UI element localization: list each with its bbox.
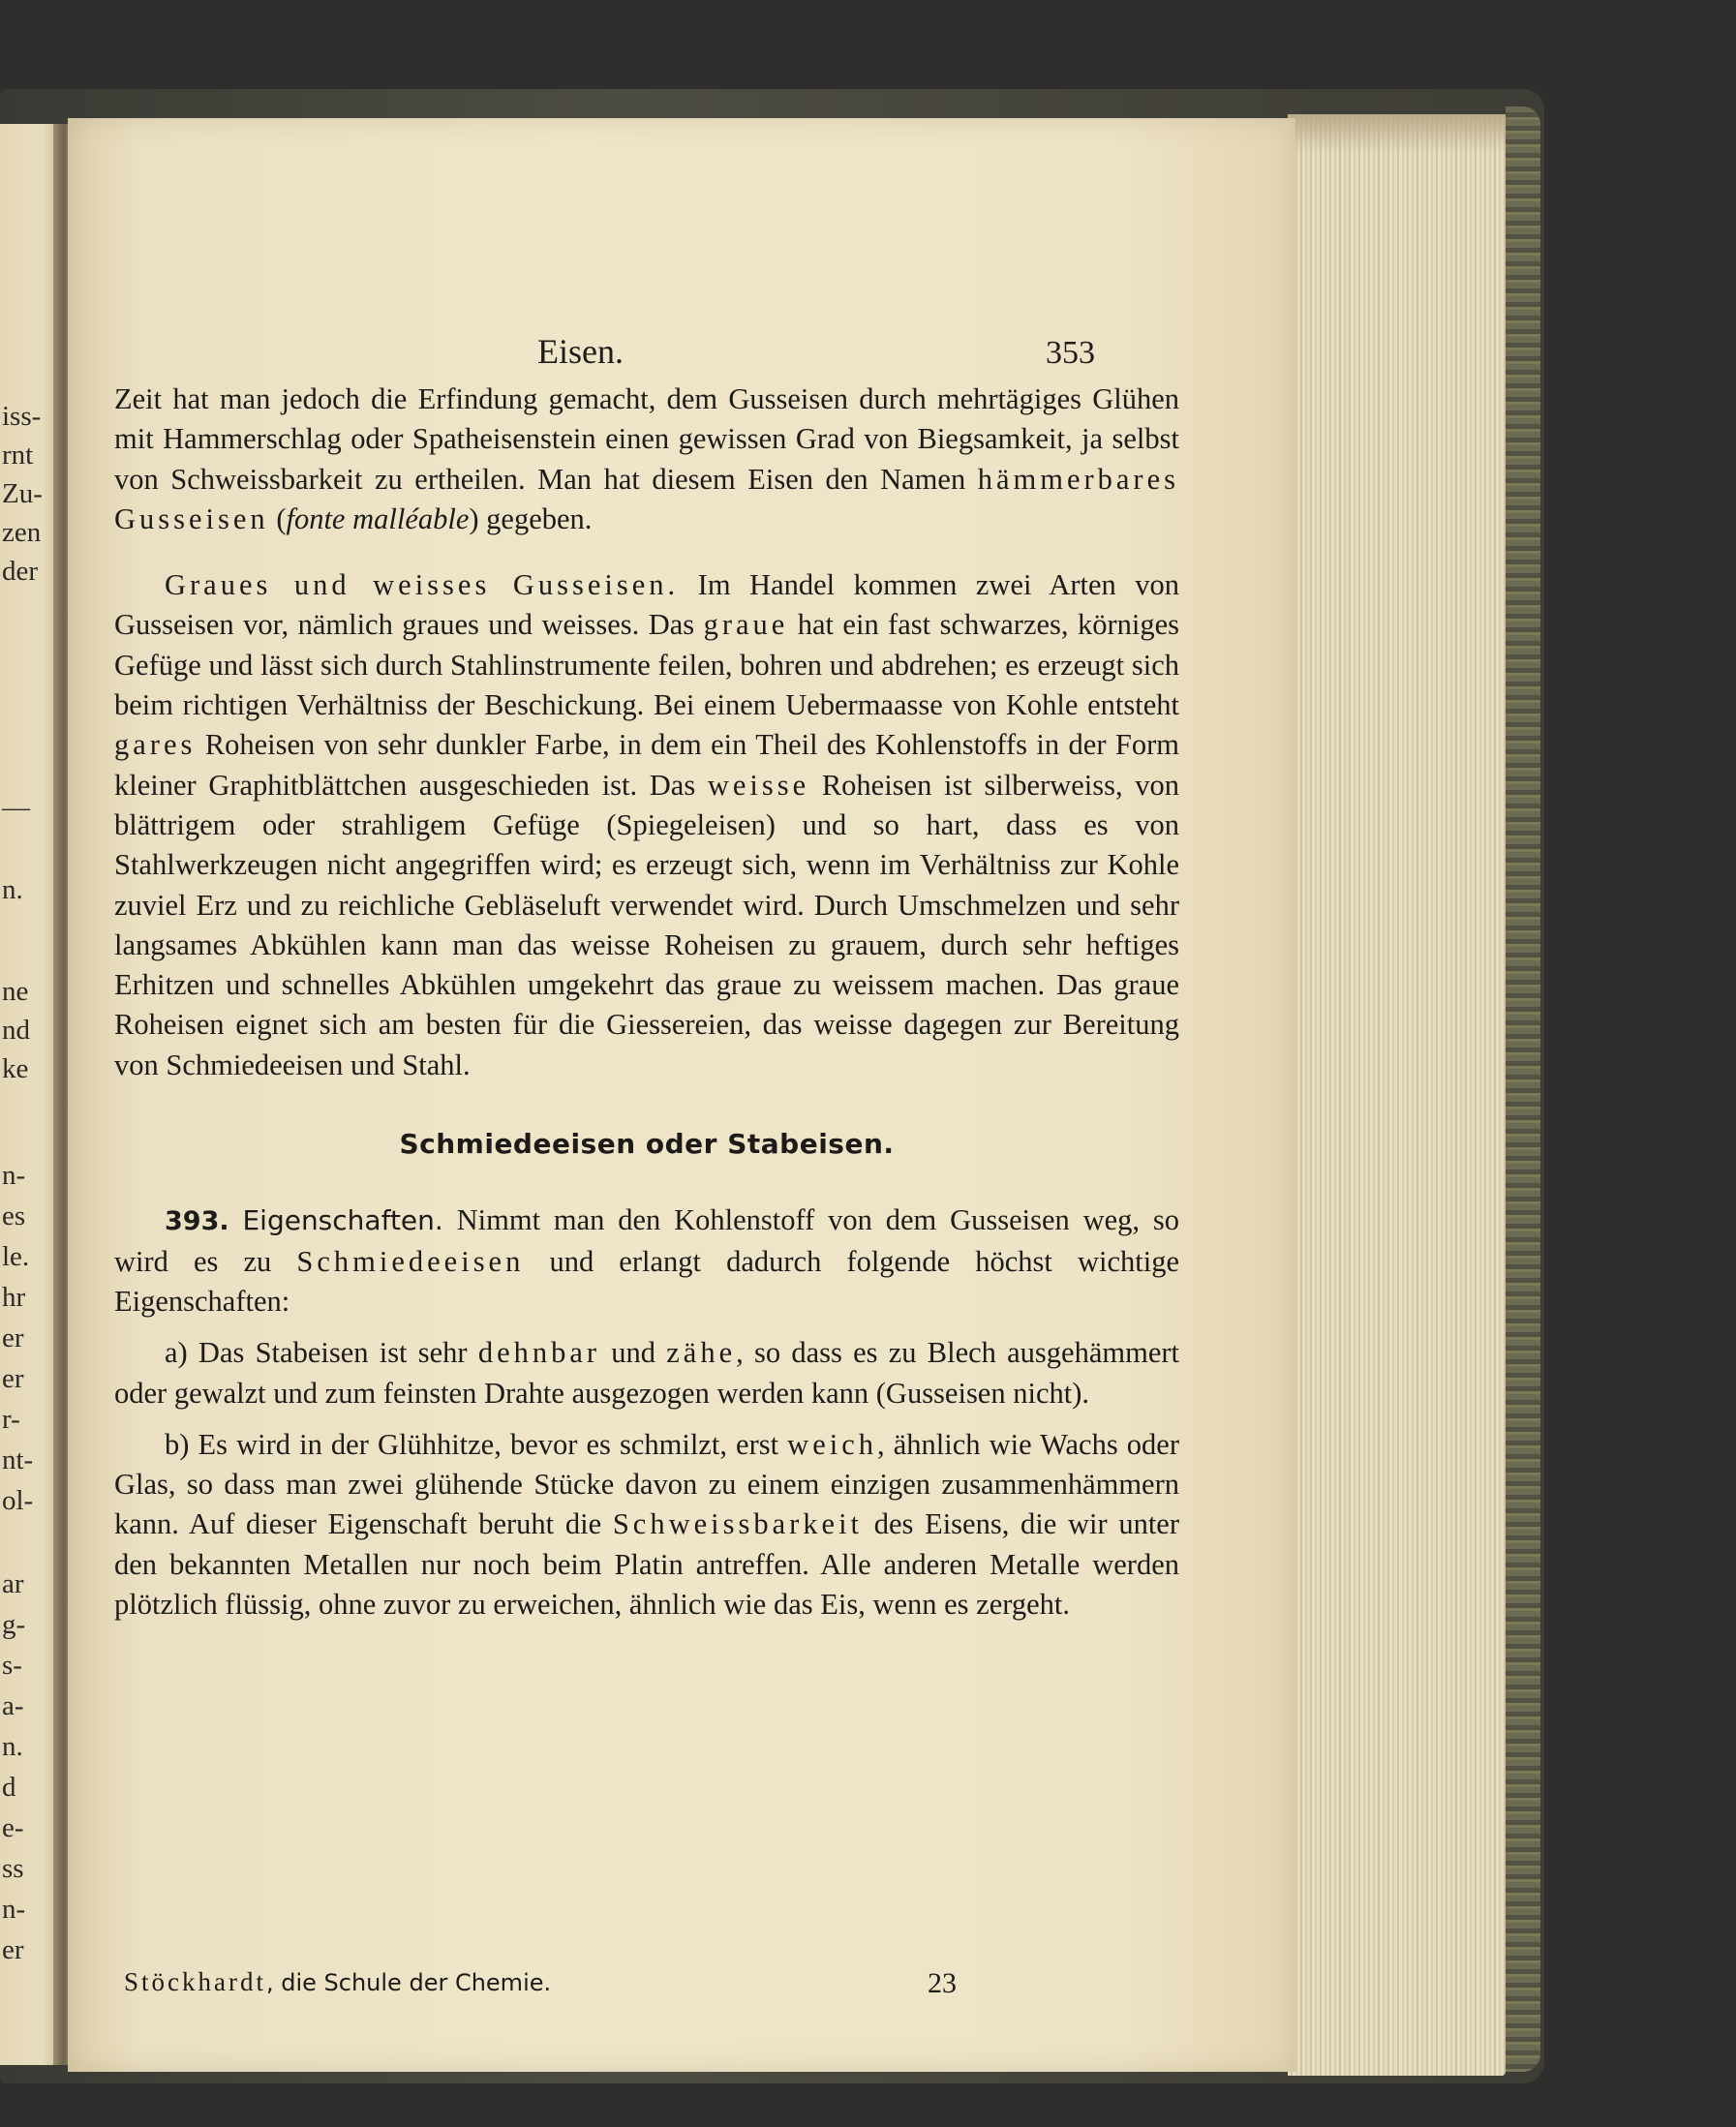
left-fragment: r- xyxy=(2,1404,20,1435)
page-block-edges xyxy=(1288,114,1506,2076)
left-fragment: hr xyxy=(2,1282,26,1313)
book-page xyxy=(68,118,1295,2072)
left-fragment: nt- xyxy=(2,1444,34,1475)
left-fragment: n- xyxy=(2,1160,26,1191)
left-fragment: ne xyxy=(2,976,29,1007)
spaced-heading: Graues und weisses Gusseisen. xyxy=(165,568,680,602)
left-fragment: s- xyxy=(2,1650,22,1681)
left-fragment: er xyxy=(2,1363,24,1394)
left-fragment: ss xyxy=(2,1853,24,1884)
left-fragment: le. xyxy=(2,1241,30,1272)
footer-book-title: , die Schule der Chemie. xyxy=(265,1969,552,1996)
left-fragment: d xyxy=(2,1772,16,1803)
left-facing-page xyxy=(0,124,60,2065)
left-fragment: er xyxy=(2,1934,24,1965)
left-fragment: er xyxy=(2,1322,24,1353)
left-fragment: n. xyxy=(2,1731,23,1762)
left-fragment: g- xyxy=(2,1609,26,1640)
left-fragment: iss- xyxy=(2,401,42,432)
page-title: Eisen. xyxy=(537,332,624,371)
left-fragment: ke xyxy=(2,1053,29,1084)
left-fragment: der xyxy=(2,556,39,587)
left-fragment: Zu- xyxy=(2,478,43,509)
paragraph-2: Graues und weisses Gusseisen. Im Handel kommen zwei Arten von Gusseisen vor, nämlich graues und weisses. Das graue hat ein fast schwarzes, körniges Gefüge und lässt sich durch Stahlinstrumente feilen, bohren und abdrehen; es erzeugt sich beim richtigen Verhältniss der Beschickung. Bei einem Uebermaasse von Kohle entsteht gares Roheisen von sehr dunkler Farbe, in dem ein Theil des Kohlenstoffs in der Form kleiner Graphitblättchen ausgeschieden ist. Das weisse Roheisen ist silberweiss, von blättrigem oder strahligem Gefüge (Spiegeleisen) und so hart, dass es von Stahlwerkzeugen nicht angegriffen wird; es erzeugt sich, wenn im Verhältniss zur Kohle zuviel Erz und zu reichliche Gebläseluft verwendet wird. Durch Umschmelzen und sehr langsames Abkühlen kann man das weisse Roheisen zu grauem, durch sehr heftiges Erhitzen und schnelles Abkühlen umgekehrt das graue zu weissem machen. Das graue Roheisen eignet sich am besten für die Giessereien, das weisse dagegen zur Bereitung von Schmiedeeisen und Stahl. xyxy=(114,568,1179,1081)
signature-mark: 23 xyxy=(928,1967,957,1999)
paragraph-1: Zeit hat man jedoch die Erfindung gemacht, dem Gusseisen durch mehrtägiges Glühen mit Hammerschlag oder Spatheisenstein einen gewissen Grad von Biegsamkeit, ja selbst von Schweissbarkeit zu ertheilen. Man hat diesem Eisen den Namen hämmerbares Gusseisen (fonte malléable) gegeben. xyxy=(114,382,1179,535)
page-body xyxy=(114,380,1179,1625)
left-fragment: a- xyxy=(2,1690,24,1721)
left-fragment: rnt xyxy=(2,440,34,471)
section-subheading: Schmiedeeisen oder Stabeisen. xyxy=(399,1128,895,1161)
left-fragment: ol- xyxy=(2,1485,34,1516)
page-footer xyxy=(124,1967,1189,2006)
page-number: 353 xyxy=(1046,335,1095,371)
left-fragment: zen xyxy=(2,517,42,548)
running-head xyxy=(68,331,1295,380)
section-title: Eigenschaften. xyxy=(242,1204,443,1237)
italic-term: fonte malléable xyxy=(286,501,470,535)
left-fragment: ar xyxy=(2,1568,24,1599)
paragraph-a: a) Das Stabeisen ist sehr dehnbar und zähe, so dass es zu Blech ausgehämmert oder gewalzt und zum feinsten Drahte ausgezogen werden kann (Gusseisen nicht). xyxy=(114,1336,1179,1410)
paragraph-b: b) Es wird in der Glühhitze, bevor es schmilzt, erst weich, ähnlich wie Wachs oder Glas, so dass man zwei glühende Stücke davon zu einem einzigen zusammenhämmern kann. Auf dieser Eigenschaft beruht die Schweissbarkeit des Eisens, die wir unter den bekannten Metallen nur noch beim Platin antreffen. Alle anderen Metalle werden plötzlich flüssig, ohne zuvor zu erweichen, ähnlich wie das Eis, wenn es zergeht. xyxy=(114,1427,1180,1622)
left-fragment: nd xyxy=(2,1015,30,1046)
paragraph-3: 393. Eigenschaften. Nimmt man den Kohlenstoff von dem Gusseisen weg, so wird es zu Schmiedeeisen und erlangt dadurch folgende höchst wichtige Eigenschaften: xyxy=(114,1203,1179,1318)
footer-author: Stöckhardt xyxy=(124,1967,266,1996)
left-fragment: e- xyxy=(2,1812,24,1843)
section-number: 393. xyxy=(165,1206,229,1237)
left-fragment: es xyxy=(2,1200,26,1231)
left-fragment: — xyxy=(2,792,30,823)
left-fragment: n- xyxy=(2,1894,26,1925)
book-binding-edge xyxy=(1506,106,1540,2072)
spaced-term: hämmerbares Gusseisen xyxy=(114,462,1179,535)
left-fragment: n. xyxy=(2,874,23,905)
